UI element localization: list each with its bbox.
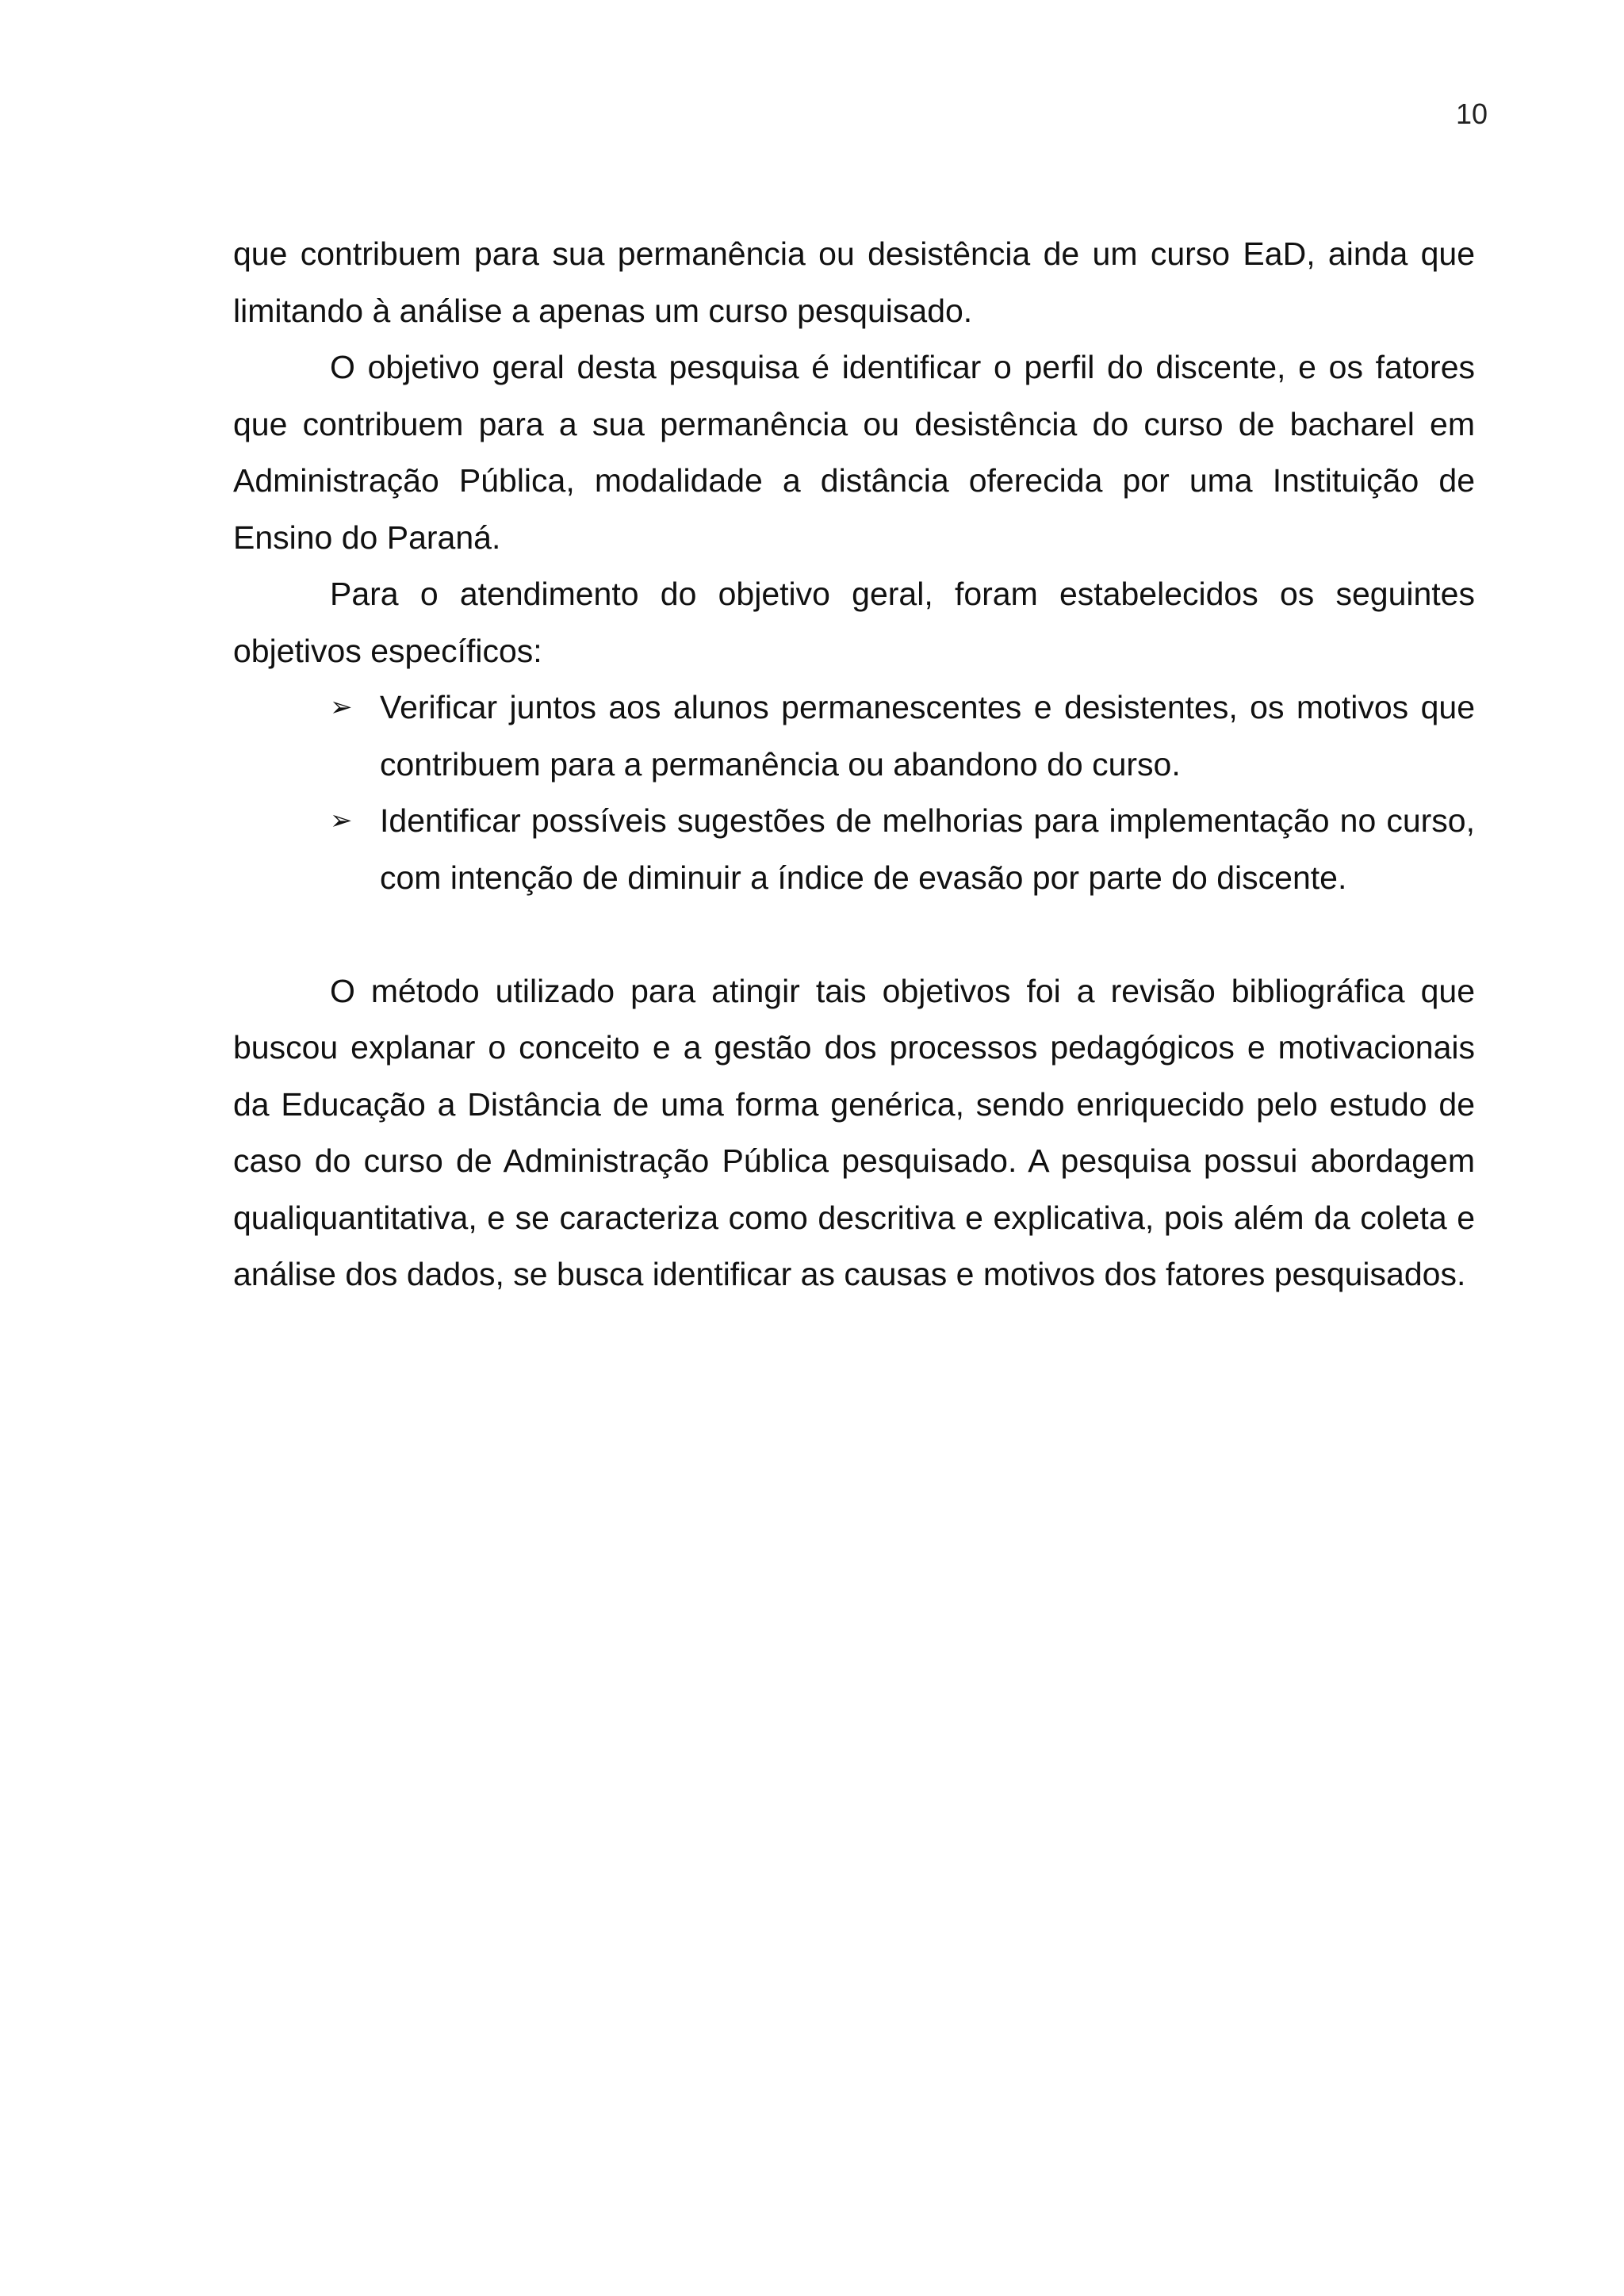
paragraph-methodology: O método utilizado para atingir tais objetivos foi a revisão bibliográfica que buscou explanar o conceito e a gestão dos processos pedagógicos e motivacionais da Educação a Distância de uma forma genérica, sendo enriquecido pelo estudo de caso do curso de Administração Pública pesquisado. A pesquisa possui abordagem qualiquantitativa, e se caracteriza como descritiva e explicativa, pois além da coleta e análise dos dados, se busca identificar as causas e motivos dos fatores pesquisados.	[233, 972, 1475, 1292]
paragraph-continuation: que contribuem para sua permanência ou desistência de um curso EaD, ainda que limitando à análise a apenas um curso pesquisado.	[233, 235, 1475, 329]
page-number: 10	[1455, 98, 1488, 130]
list-item-text: Identificar possíveis sugestões de melhorias para implementação no curso, com intenção de diminuir a índice de evasão por parte do discente.	[380, 802, 1475, 896]
list-item	[233, 679, 1475, 793]
list-item	[233, 793, 1475, 906]
arrowhead-bullet-icon: ➢	[330, 691, 353, 723]
paragraph-specific-objectives-intro: Para o atendimento do objetivo geral, foram estabelecidos os seguintes objetivos específicos:	[233, 576, 1475, 669]
specific-objectives-list	[233, 679, 1475, 906]
document-body	[233, 226, 1475, 1303]
paragraph-general-objective: O objetivo geral desta pesquisa é identificar o perfil do discente, e os fatores que contribuem para a sua permanência ou desistência do curso de bacharel em Administração Pública, modalidade a distância oferecida por uma Instituição de Ensino do Paraná.	[233, 349, 1475, 556]
paragraph-spacer	[233, 906, 1475, 963]
arrowhead-bullet-icon: ➢	[330, 805, 353, 836]
list-item-text: Verificar juntos aos alunos permanescentes e desistentes, os motivos que contribuem para a permanência ou abandono do curso.	[380, 689, 1475, 783]
